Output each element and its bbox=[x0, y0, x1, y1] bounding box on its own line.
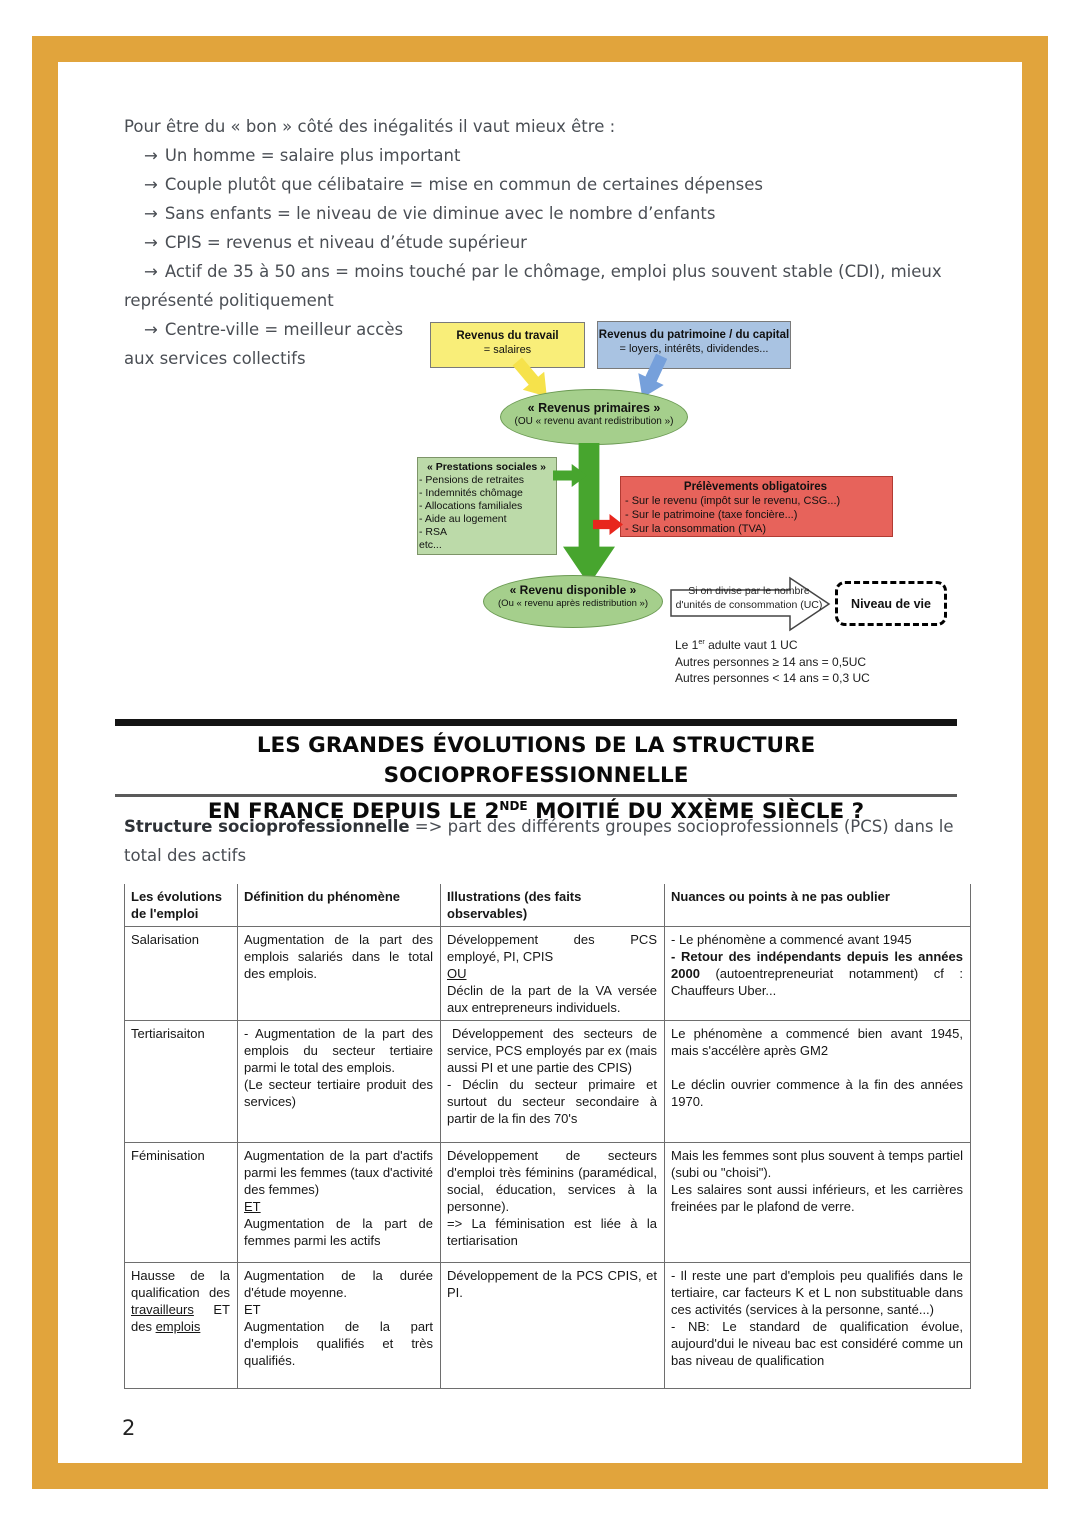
definition-line: Augmentation de la part de femmes parmi les actifs bbox=[244, 1216, 433, 1248]
arrow-marker: → bbox=[144, 320, 158, 339]
illustration-ou: OU bbox=[447, 966, 467, 981]
levy-item: - Sur le revenu (impôt sur le revenu, CSG...) bbox=[625, 495, 841, 507]
nuance-line: Le phénomène a commencé bien avant 1945, mais s'accélère après GM2 bbox=[671, 1026, 963, 1058]
bullet-item bbox=[124, 199, 969, 228]
cell-illustration bbox=[441, 1143, 665, 1263]
ellipse-subtitle: (OU « revenu avant redistribution ») bbox=[514, 416, 674, 427]
nuance-line: Mais les femmes sont plus souvent à temps partiel (subi ou "choisi"). bbox=[671, 1148, 963, 1180]
cell-name: Féminisation bbox=[125, 1143, 238, 1263]
work-income-box bbox=[430, 322, 585, 368]
definition-line: - Augmentation de la part des emplois du secteur tertiaire parmi le total des emplois. bbox=[244, 1026, 433, 1075]
cell-name: Salarisation bbox=[125, 927, 238, 1021]
ellipse-subtitle: (Ou « revenu après redistribution ») bbox=[498, 598, 648, 609]
box-title: « Prestations sociales » bbox=[426, 461, 547, 473]
table-row-tertiarisation bbox=[125, 1021, 971, 1143]
nuance-bold: - Retour des indépendants depuis les années 2000 bbox=[671, 949, 963, 981]
benefit-item: - Allocations familiales bbox=[419, 499, 523, 512]
levy-item: - Sur le patrimoine (taxe foncière...) bbox=[625, 509, 798, 521]
illustration-line: Développement des PCS bbox=[447, 932, 657, 947]
definition-line bbox=[124, 812, 974, 870]
definition-line: Augmentation de la durée d'étude moyenne. bbox=[244, 1268, 433, 1300]
heading-bottom-rule bbox=[115, 794, 957, 797]
definition-et: ET bbox=[244, 1302, 261, 1317]
header-illustrations: Illustrations (des faits observables) bbox=[441, 884, 665, 927]
heading-top-rule bbox=[115, 719, 957, 726]
page-number: 2 bbox=[122, 1416, 136, 1440]
bullet-text: Un homme = salaire plus important bbox=[164, 146, 461, 165]
nuance-line: Les salaires sont aussi inférieurs, et les carrières freinées par le plafond de verre. bbox=[671, 1182, 963, 1214]
name-underline: travailleurs bbox=[131, 1302, 194, 1317]
illustration-line: => La féminisation est liée à la tertiarisation bbox=[447, 1216, 657, 1248]
cell-nuance bbox=[665, 1021, 971, 1143]
cell-nuance bbox=[665, 1143, 971, 1263]
header-evolutions: Les évolutions de l'emploi bbox=[125, 884, 238, 927]
bullet-text: CPIS = revenus et niveau d’étude supérieur bbox=[164, 233, 527, 252]
definition-line1 bbox=[124, 812, 974, 841]
illustration-line: Développement des secteurs de service, PCS employés par ex (mais aussi PI et une partie des CPIS) bbox=[447, 1026, 657, 1075]
living-standard-box bbox=[835, 581, 947, 626]
definition-term: Structure socioprofessionnelle bbox=[124, 817, 410, 836]
nuance-line: Le déclin ouvrier commence à la fin des années 1970. bbox=[671, 1077, 963, 1109]
bullet-item bbox=[124, 170, 969, 199]
social-benefits-box bbox=[417, 457, 557, 555]
header-definition: Définition du phénomène bbox=[238, 884, 441, 927]
uc-line1-post: adulte vaut 1 UC bbox=[704, 638, 798, 652]
bullet-item bbox=[124, 257, 969, 286]
nuance-line: - Il reste une part d'emplois peu qualifiés dans le tertiaire, car facteurs K et L non substituable dans ces activités (services à la personne, santé...) bbox=[671, 1268, 963, 1317]
cell-illustration bbox=[441, 1021, 665, 1143]
divide-arrow-label bbox=[673, 584, 825, 612]
arrow-marker: → bbox=[144, 146, 158, 165]
title-line2-pre: EN FRANCE DEPUIS LE 2 bbox=[207, 799, 500, 825]
uc-line1 bbox=[675, 634, 870, 654]
name-underline: emplois bbox=[155, 1319, 201, 1334]
ellipse-title: « Revenus primaires » bbox=[527, 401, 661, 415]
bullet-text: Centre-ville = meilleur accès bbox=[164, 320, 404, 339]
uc-line1-pre: Le 1 bbox=[675, 638, 699, 652]
definition-line: Augmentation de la part d'actifs parmi les femmes (taux d'activité des femmes) bbox=[244, 1148, 433, 1197]
nuance-line: - Le phénomène a commencé avant 1945 bbox=[671, 932, 912, 947]
cell-definition: Augmentation de la part des emplois salariés dans le total des emplois. bbox=[238, 927, 441, 1021]
definition-line: (Le secteur tertiaire produit des services) bbox=[244, 1077, 433, 1109]
benefit-item: etc... bbox=[419, 538, 442, 551]
box-title: Revenus du patrimoine / du capital bbox=[598, 329, 790, 341]
nuance-line bbox=[671, 948, 963, 999]
definition-line2: total des actifs bbox=[124, 846, 247, 865]
header-nuances: Nuances ou points à ne pas oublier bbox=[665, 884, 971, 927]
definition-line: Augmentation de la part d'emplois qualifiés et très qualifiés. bbox=[244, 1319, 433, 1368]
benefit-item: - Indemnités chômage bbox=[419, 486, 523, 499]
capital-income-box bbox=[597, 321, 791, 369]
definition-rest: => part des différents groupes socioprofessionnels (PCS) dans le bbox=[409, 817, 954, 836]
table-row-feminisation bbox=[125, 1143, 971, 1263]
nuance-line: - NB: Le standard de qualification évolue, aujourd'dui le niveau bac est considéré comme un bas niveau de qualification bbox=[671, 1319, 963, 1368]
cell-definition bbox=[238, 1263, 441, 1389]
bullet-item bbox=[124, 228, 969, 257]
cell-definition bbox=[238, 1021, 441, 1143]
cell-nuance bbox=[665, 927, 971, 1021]
box-subtitle: = salaires bbox=[483, 344, 532, 356]
illustration-line: Déclin de la part de la VA versée aux entrepreneurs individuels. bbox=[447, 983, 657, 1015]
illustration-line: Développement de secteurs d'emploi très féminins (paramédical, social, éducation, services à la personne). bbox=[447, 1148, 657, 1214]
table-row-salarisation bbox=[125, 927, 971, 1021]
bullet-item bbox=[124, 141, 969, 170]
evolutions-table bbox=[124, 884, 971, 1389]
table-row-qualification bbox=[125, 1263, 971, 1389]
ellipse-title: « Revenu disponible » bbox=[509, 583, 637, 597]
divide-arrow-line2: d'unités de consommation (UC) bbox=[675, 599, 823, 611]
primary-income-ellipse bbox=[500, 389, 688, 445]
mandatory-levies-box bbox=[620, 476, 893, 537]
uc-line1-sup: er bbox=[698, 637, 705, 646]
bullet-text: Sans enfants = le niveau de vie diminue avec le nombre d’enfants bbox=[164, 204, 716, 223]
definition-et: ET bbox=[244, 1199, 261, 1214]
consumption-units-note bbox=[675, 634, 870, 687]
income-redistribution-diagram bbox=[415, 318, 990, 703]
title-line2-sup: NDE bbox=[499, 799, 528, 813]
title-line2-post: MOITIÉ DU XXÈME SIÈCLE ? bbox=[527, 799, 865, 825]
table-header-row bbox=[125, 884, 971, 927]
cell-illustration: Développement de la PCS CPIS, et PI. bbox=[441, 1263, 665, 1389]
nuance-rest: (autoentrepreneuriat notamment) cf : Chauffeurs Uber... bbox=[671, 966, 963, 998]
uc-line3: Autres personnes < 14 ans = 0,3 UC bbox=[675, 671, 870, 685]
divide-arrow-line1: Si on divise par le nombre bbox=[688, 585, 810, 597]
cell-definition bbox=[238, 1143, 441, 1263]
disposable-income-ellipse bbox=[483, 575, 663, 628]
cell-illustration bbox=[441, 927, 665, 1021]
illustration-line: - Déclin du secteur primaire et surtout du secteur secondaire à partir de la fin des 70's bbox=[447, 1077, 657, 1126]
box-title: Prélèvements obligatoires bbox=[683, 481, 828, 493]
cell-name bbox=[125, 1263, 238, 1389]
cell-nuance bbox=[665, 1263, 971, 1389]
benefit-item: - Pensions de retraites bbox=[419, 474, 525, 486]
benefit-item: - Aide au logement bbox=[419, 512, 507, 525]
bullet-continuation: représenté politiquement bbox=[124, 291, 334, 310]
name-pre: Hausse de la qualification des bbox=[131, 1268, 230, 1300]
section-title-line1: LES GRANDES ÉVOLUTIONS DE LA STRUCTURE SOCIOPROFESSIONNELLE bbox=[256, 733, 816, 788]
benefit-item: - RSA bbox=[419, 525, 448, 538]
arrow-marker: → bbox=[144, 233, 158, 252]
illustration-line: employé, PI, CPIS bbox=[447, 949, 554, 964]
bullet-text: Actif de 35 à 50 ans = moins touché par le chômage, emploi plus souvent stable (CDI), mieux bbox=[164, 262, 942, 281]
arrow-marker: → bbox=[144, 204, 158, 223]
living-standard-label: Niveau de vie bbox=[851, 596, 931, 611]
intro-lead: Pour être du « bon » côté des inégalités il vaut mieux être : bbox=[124, 117, 616, 136]
levy-item: - Sur la consommation (TVA) bbox=[625, 523, 767, 535]
bullet-text: Couple plutôt que célibataire = mise en commun de certaines dépenses bbox=[164, 175, 764, 194]
bullet-continuation: aux services collectifs bbox=[124, 349, 306, 368]
box-subtitle: = loyers, intérêts, dividendes... bbox=[619, 343, 769, 355]
name-mid: ET des bbox=[131, 1302, 230, 1334]
cell-name: Tertiarisaiton bbox=[125, 1021, 238, 1143]
arrow-marker: → bbox=[144, 175, 158, 194]
down-flow-arrow-icon bbox=[563, 443, 615, 585]
arrow-marker: → bbox=[144, 262, 158, 281]
box-title: Revenus du travail bbox=[456, 330, 559, 342]
uc-line2: Autres personnes ≥ 14 ans = 0,5UC bbox=[675, 654, 867, 669]
